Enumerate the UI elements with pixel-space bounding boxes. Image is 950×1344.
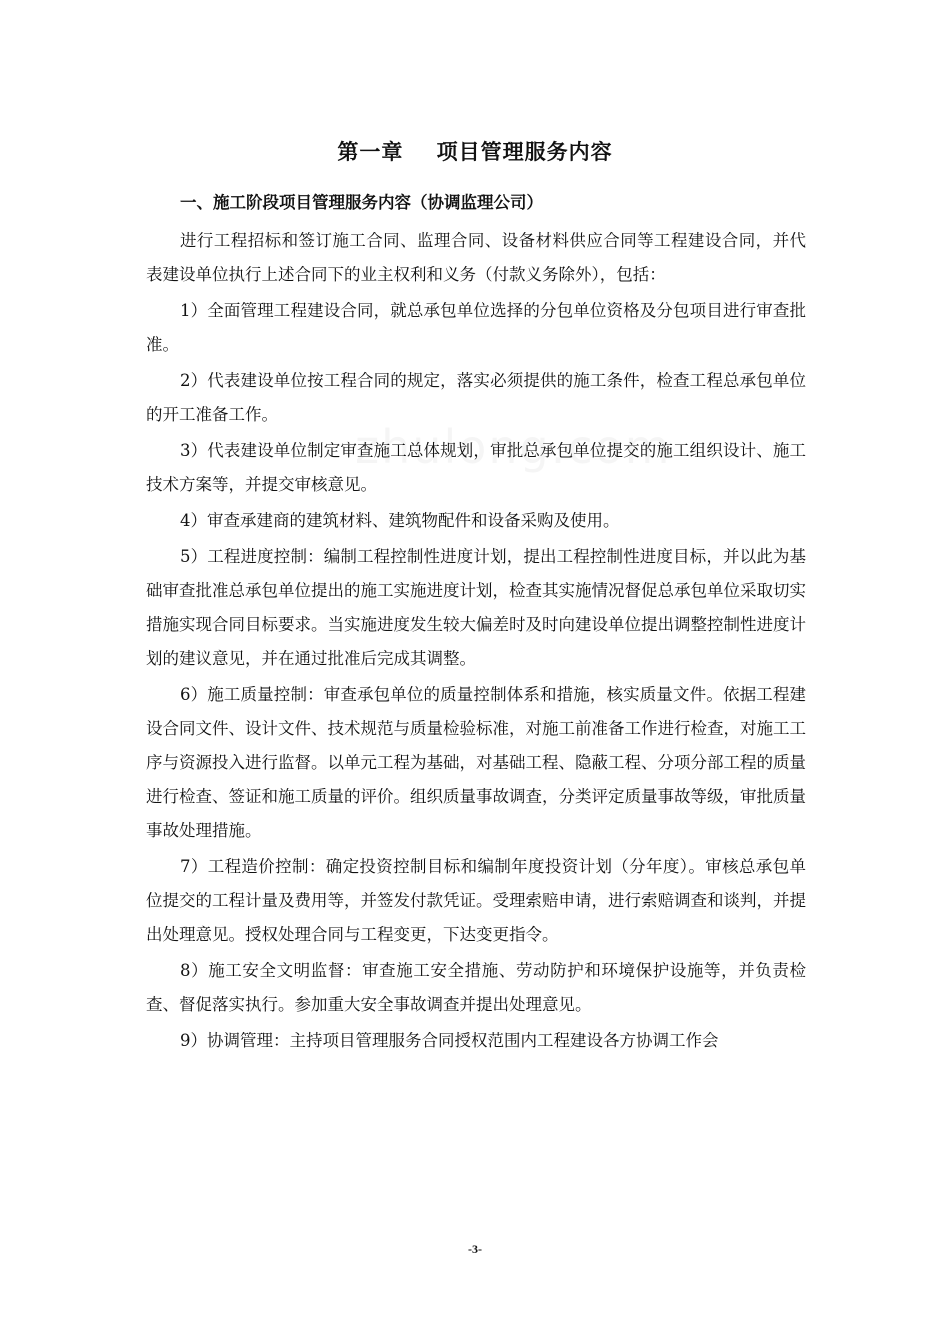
- paragraph-item-7: 7）工程造价控制：确定投资控制目标和编制年度投资计划（分年度）。审核总承包单位提交的工程计量及费用等，并签发付款凭证。受理索赔申请，进行索赔调查和谈判，并提出处理意见。授权处理合同与工程变更，下达变更指令。: [146, 857, 806, 944]
- paragraph-item-6: 6）施工质量控制：审查承包单位的质量控制体系和措施，核实质量文件。依据工程建设合同文件、设计文件、技术规范与质量检验标准，对施工前准备工作进行检查，对施工工序与资源投入进行监督。以单元工程为基础，对基础工程、隐蔽工程、分项分部工程的质量进行检查、签证和施工质量的评价。组织质量事故调查，分类评定质量事故等级，审批质量事故处理措施。: [146, 685, 806, 840]
- paragraph-item-1: 1）全面管理工程建设合同，就总承包单位选择的分包单位资格及分包项目进行审查批准。: [146, 301, 806, 354]
- paragraph-item-9: 9）协调管理：主持项目管理服务合同授权范围内工程建设各方协调工作会: [180, 1031, 719, 1050]
- paragraph-item-3: 3）代表建设单位制定审查施工总体规划，审批总承包单位提交的施工组织设计、施工技术方案等，并提交审核意见。: [146, 441, 806, 494]
- chapter-title: 第一章 项目管理服务内容: [337, 139, 613, 164]
- paragraph-item-4: 4）审查承建商的建筑材料、建筑物配件和设备采购及使用。: [180, 511, 620, 530]
- paragraph-item-2: 2）代表建设单位按工程合同的规定，落实必须提供的施工条件，检查工程总承包单位的开工准备工作。: [146, 371, 806, 424]
- page-number: -3-: [468, 1242, 482, 1256]
- section-title: 一、施工阶段项目管理服务内容（协调监理公司）: [180, 193, 543, 212]
- paragraph-item-8: 8）施工安全文明监督：审查施工安全措施、劳动防护和环境保护设施等，并负责检查、督促落实执行。参加重大安全事故调查并提出处理意见。: [146, 961, 806, 1014]
- paragraph-intro: 进行工程招标和签订施工合同、监理合同、设备材料供应合同等工程建设合同，并代表建设单位执行上述合同下的业主权利和义务（付款义务除外），包括：: [146, 231, 806, 284]
- paragraph-item-5: 5）工程进度控制：编制工程控制性进度计划，提出工程控制性进度目标，并以此为基础审查批准总承包单位提出的施工实施进度计划，检查其实施情况督促总承包单位采取切实措施实现合同目标要求。当实施进度发生较大偏差时及时向建设单位提出调整控制性进度计划的建议意见，并在通过批准后完成其调整。: [146, 547, 806, 668]
- document-body: [146, 186, 806, 1060]
